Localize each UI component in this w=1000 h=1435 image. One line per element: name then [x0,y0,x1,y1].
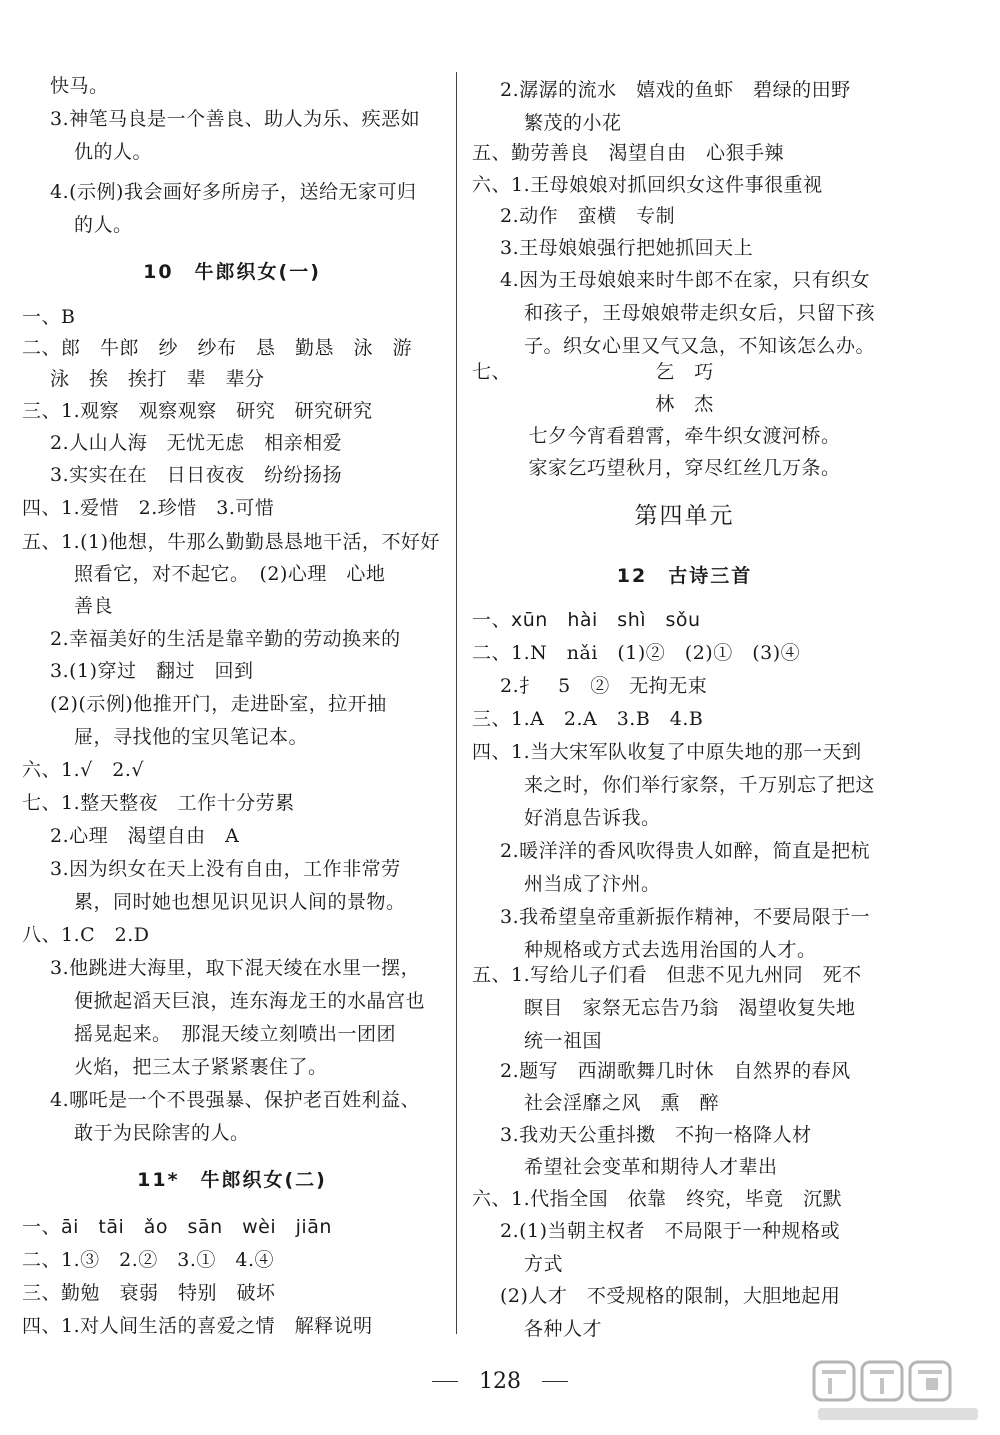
answer-line: 二、1.③ 2.② 3.① 4.④ [22,1249,275,1271]
footer-dash-left [432,1381,458,1382]
answer-line: 六、1.√ 2.√ [22,759,144,781]
answer-line: 2.扌 5 ② 无拘无束 [500,675,708,697]
answer-line: 四、1.爱惜 2.珍惜 3.可惜 [22,497,275,519]
answer-line: 各种人才 [524,1318,603,1340]
footer-dash-right [542,1381,568,1382]
answer-line: 五、勤劳善良 渴望自由 心狠手辣 [472,142,785,164]
answer-line: 四、1.当大宋军队收复了中原失地的那一天到 [472,741,862,763]
answer-line: 3.我劝天公重抖擞 不拘一格降人材 [500,1124,812,1146]
answer-line: 子。织女心里又气又急，不知该怎么办。 [524,335,876,357]
answer-line: 五、1.(1)他想，牛那么勤勤恳恳地干活，不好好 [22,531,441,553]
answer-line: 3.王母娘娘强行把她抓回天上 [500,237,754,259]
answer-line: 繁茂的小花 [524,112,622,134]
answer-line: (2)(示例)他推开门，走进卧室，拉开抽 [50,693,387,715]
answer-line: 4.(示例)我会画好多所房子，送给无家可归 [50,181,417,203]
answer-line: 3.他跳进大海里，取下混天绫在水里一摆， [50,957,421,979]
answer-line: 敢于为民除害的人。 [74,1122,250,1144]
answer-line: 一、āi tāi ǎo sān wèi jiān [22,1216,332,1238]
answer-line: 摇晃起来。 那混天绫立刻喷出一团团 [74,1023,397,1045]
answer-line: 2.(1)当朝主权者 不局限于一种规格或 [500,1220,841,1242]
answer-line: 林 杰 [655,393,714,415]
answer-line: 4.哪吒是一个不畏强暴、保护老百姓利益、 [50,1089,421,1111]
answer-line: 2.题写 西湖歌舞几时休 自然界的春风 [500,1060,851,1082]
answer-line: 七、 [472,361,512,383]
answer-line: 乞 巧 [655,361,714,383]
answer-line: 2.心理 渴望自由 A [50,825,240,847]
answer-line: 七、1.整天整夜 工作十分劳累 [22,792,295,814]
answer-line: 方式 [524,1253,564,1275]
answer-line: 希望社会变革和期待人才辈出 [524,1156,778,1178]
answer-line: 一、xūn hài shì sǒu [472,609,701,631]
answer-line: 来之时，你们举行家祭，千万别忘了把这 [524,774,876,796]
answer-line: 三、1.观察 观察观察 研究 研究研究 [22,400,373,422]
answer-line: 便掀起滔天巨浪，连东海龙王的水晶宫也 [74,990,426,1012]
section-title: 10 牛郎织女(一) [143,261,321,283]
answer-line: (2)人才 不受规格的限制，大胆地起用 [500,1285,841,1307]
section-title: 11* 牛郎织女(二) [137,1169,327,1191]
answer-line: 三、1.A 2.A 3.B 4.B [472,708,704,730]
answer-line: 火焰，把三太子紧紧裹住了。 [74,1056,328,1078]
answer-line: 3.(1)穿过 翻过 回到 [50,660,254,682]
answer-line: 种规格或方式去选用治国的人才。 [524,939,817,961]
answer-line: 瞑目 家祭无忘告乃翁 渴望收复失地 [524,997,856,1019]
answer-line: 六、1.代指全国 依靠 终究，毕竟 沉默 [472,1188,843,1210]
answer-line: 统一祖国 [524,1030,603,1052]
answer-line: 2.动作 蛮横 专制 [500,205,676,227]
answer-line: 2.暖洋洋的香风吹得贵人如醉，简直是把杭 [500,840,871,862]
answer-line: 四、1.对人间生活的喜爱之情 解释说明 [22,1315,373,1337]
answer-line: 善良 [74,595,114,617]
answer-line: 4.因为王母娘娘来时牛郎不在家，只有织女 [500,269,871,291]
answer-line: 泳 挨 挨打 辈 辈分 [50,368,265,390]
answer-line: 3.神笔马良是一个善良、助人为乐、疾恶如 [50,108,421,130]
page-number: 128 [479,1368,521,1394]
answer-line: 快马。 [50,75,109,97]
answer-line: 八、1.C 2.D [22,924,150,946]
answer-line: 2.潺潺的流水 嬉戏的鱼虾 碧绿的田野 [500,79,851,101]
answer-line: 累，同时她也想见识见识人间的景物。 [74,891,406,913]
answer-line: 好消息告诉我。 [524,807,661,829]
answer-line: 六、1.王母娘娘对抓回织女这件事很重视 [472,174,823,196]
answer-line: 2.人山人海 无忧无虑 相亲相爱 [50,432,343,454]
answer-line: 3.我希望皇帝重新振作精神，不要局限于一 [500,906,871,928]
answer-line: 仇的人。 [74,141,153,163]
answer-line: 屉，寻找他的宝贝笔记本。 [74,726,309,748]
answer-line: 二、郎 牛郎 纱 纱布 恳 勤恳 泳 游 [22,337,413,359]
section-title: 12 古诗三首 [616,565,753,587]
watermark-logo [808,1356,988,1426]
answer-line: 家家乞巧望秋月，穿尽红丝几万条。 [528,457,841,479]
answer-line: 照看它，对不起它。 (2)心理 心地 [74,563,386,585]
column-divider [456,72,457,1334]
answer-line: 3.实实在在 日日夜夜 纷纷扬扬 [50,464,343,486]
answer-line: 三、勤勉 衰弱 特别 破坏 [22,1282,276,1304]
answer-line: 五、1.写给儿子们看 但悲不见九州同 死不 [472,964,862,986]
answer-line: 一、B [22,306,76,328]
answer-line: 社会淫靡之风 熏 醉 [524,1092,720,1114]
answer-line: 的人。 [74,214,133,236]
answer-line: 州当成了汴州。 [524,873,661,895]
unit-title: 第四单元 [634,503,735,529]
answer-line: 七夕今宵看碧霄，牵牛织女渡河桥。 [528,425,841,447]
answer-line: 二、1.N nǎi (1)② (2)① (3)④ [472,642,801,664]
answer-line: 2.幸福美好的生活是靠辛勤的劳动换来的 [50,628,401,650]
answer-line: 3.因为织女在天上没有自由，工作非常劳 [50,858,401,880]
answer-line: 和孩子，王母娘娘带走织女后，只留下孩 [524,302,876,324]
